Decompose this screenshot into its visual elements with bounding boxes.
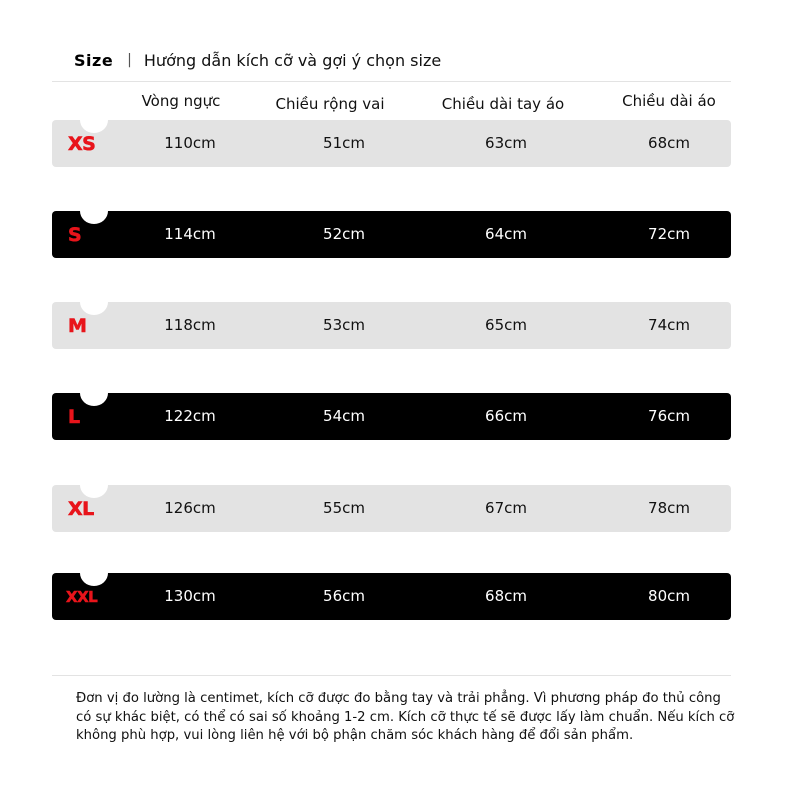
size-value-cell: 63cm	[485, 134, 527, 152]
size-value-cell: 80cm	[648, 587, 690, 605]
size-title: Size	[74, 50, 114, 70]
column-header-shoulder: Chiều rộng vai	[275, 95, 385, 113]
row-notch	[80, 198, 108, 224]
size-value-cell: 53cm	[323, 316, 365, 334]
column-header-length: Chiều dài áo	[622, 92, 716, 110]
size-label: XL	[68, 498, 94, 520]
size-value-cell: 67cm	[485, 499, 527, 517]
size-label: S	[68, 224, 82, 246]
size-value-cell: 72cm	[648, 225, 690, 243]
size-value-cell: 68cm	[485, 587, 527, 605]
column-header-sleeve: Chiều dài tay áo	[441, 95, 565, 113]
column-headers	[0, 92, 790, 116]
size-value-cell: 56cm	[323, 587, 365, 605]
size-label: XXL	[66, 588, 98, 606]
size-value-cell: 55cm	[323, 499, 365, 517]
size-value-cell: 52cm	[323, 225, 365, 243]
size-value-cell: 126cm	[164, 499, 216, 517]
size-value-cell: 78cm	[648, 499, 690, 517]
size-row-l	[52, 393, 731, 440]
size-value-cell: 114cm	[164, 225, 216, 243]
size-value-cell: 122cm	[164, 407, 216, 425]
size-row-s	[52, 211, 731, 258]
size-value-cell: 68cm	[648, 134, 690, 152]
size-value-cell: 51cm	[323, 134, 365, 152]
size-row-xl	[52, 485, 731, 532]
size-value-cell: 66cm	[485, 407, 527, 425]
size-value-cell: 110cm	[164, 134, 216, 152]
page-header	[74, 48, 441, 72]
size-row-m	[52, 302, 731, 349]
size-value-cell: 64cm	[485, 225, 527, 243]
size-value-cell: 130cm	[164, 587, 216, 605]
size-label: XS	[68, 133, 96, 155]
title-separator: |	[127, 52, 132, 68]
size-label: L	[68, 406, 80, 428]
size-value-cell: 65cm	[485, 316, 527, 334]
page-subtitle: Hướng dẫn kích cỡ và gợi ý chọn size	[143, 50, 442, 70]
footer-divider	[52, 675, 731, 676]
size-value-cell: 54cm	[323, 407, 365, 425]
measurement-note: Đơn vị đo lường là centimet, kích cỡ được đo bằng tay và trải phẳng. Vì phương pháp đo thủ công có sự khác biệt, có thể có sai số khoảng 1-2 cm. Kích cỡ thực tế sẽ được lấy làm chuẩn. Nếu kích cỡ không phù hợp, vui lòng liên hệ với bộ phận chăm sóc khách hàng để đổi sản phẩm.	[76, 691, 735, 743]
column-header-chest: Vòng ngực	[141, 92, 221, 110]
size-value-cell: 76cm	[648, 407, 690, 425]
size-value-cell: 118cm	[164, 316, 216, 334]
size-label: M	[68, 315, 87, 337]
size-row-xs	[52, 120, 731, 167]
size-row-xxl	[52, 573, 731, 620]
size-value-cell: 74cm	[648, 316, 690, 334]
header-divider	[52, 81, 731, 82]
row-notch	[80, 380, 108, 406]
